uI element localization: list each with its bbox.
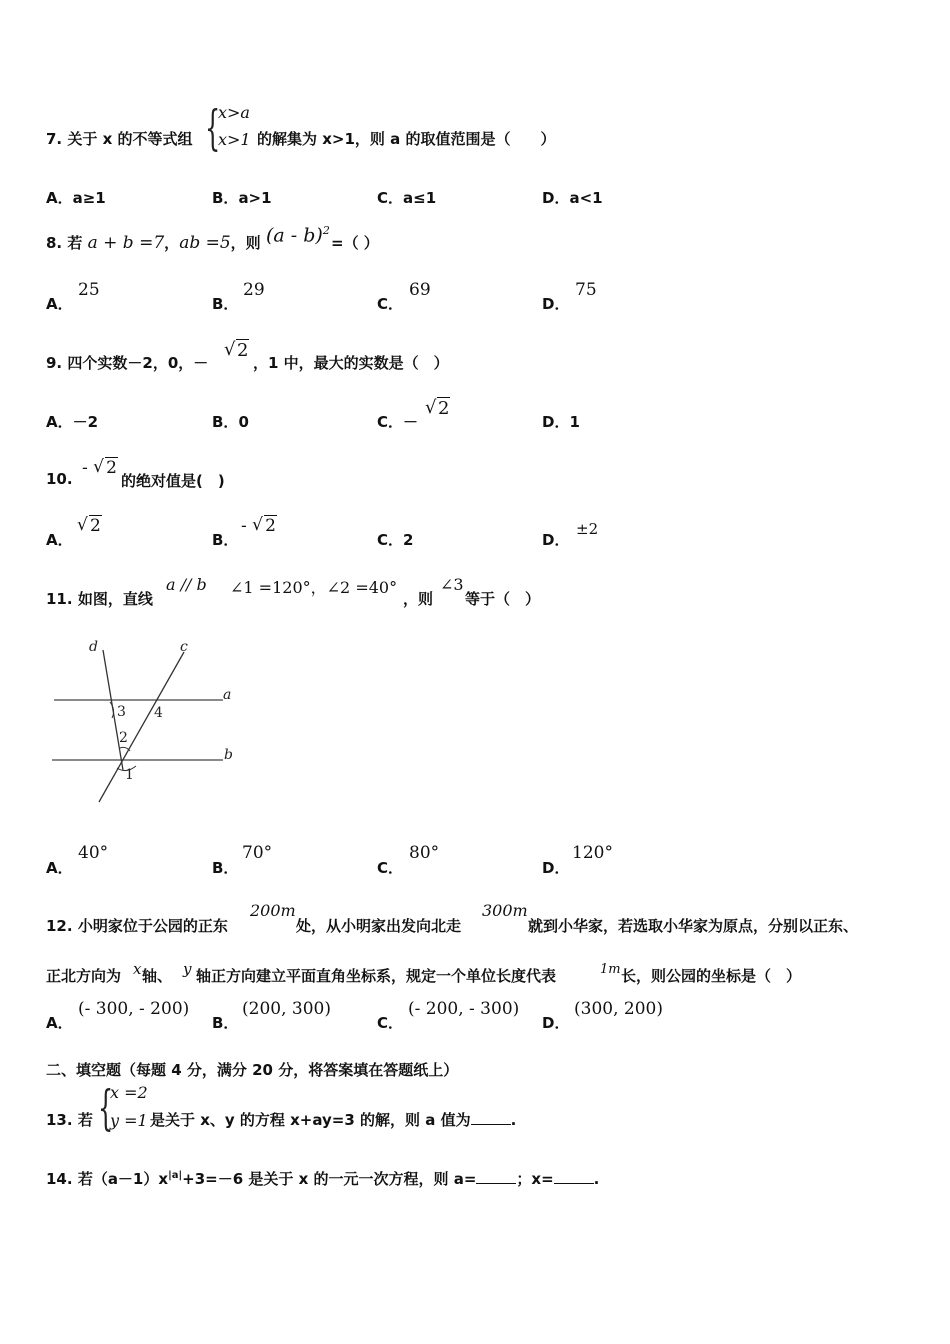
q7-stem — [46, 128, 193, 149]
q12-distance2: 300m — [482, 901, 528, 920]
q9-option-c-sqrt: √ 2 — [425, 398, 450, 419]
q11-figure — [40, 630, 250, 810]
q12-x-var: x — [133, 960, 142, 978]
q11-suffix: 等于（ ） — [465, 590, 541, 608]
q8-expression: (a - b)$^2$ — [266, 224, 330, 247]
q10-option-b[interactable]: B． — [212, 531, 239, 549]
q7-system-line2: x>1 — [218, 130, 251, 149]
q8-cond1: a + b =7 — [87, 233, 165, 253]
q8-cond2: ab =5 — [179, 233, 231, 253]
q12-line2-b: 轴、 — [142, 967, 173, 985]
q11-option-b[interactable]: B． — [212, 859, 239, 877]
q12-option-a-value: (- 300, - 200) — [78, 999, 190, 1019]
q11-option-b-value: 70° — [242, 843, 273, 863]
q10-option-b-value: - √ 2 — [241, 516, 277, 536]
q8-option-a-value: 25 — [78, 280, 100, 300]
q9-option-c[interactable]: C．－ — [377, 413, 419, 431]
q7-prefix: 关于 x 的不等式组 — [67, 130, 193, 148]
angle-arc-3 — [110, 702, 114, 718]
q7-option-a[interactable]: A．a≥1 — [46, 189, 106, 207]
label-3: 3 — [117, 704, 126, 720]
q13-stem: 13. 若 — [46, 1111, 93, 1129]
q8-option-b-value: 29 — [243, 280, 265, 300]
q9-stem: 9. 四个实数－2，0，－ — [46, 354, 209, 372]
q12-option-c[interactable]: C． — [377, 1014, 404, 1032]
q11-stem: 11. 如图，直线 — [46, 590, 153, 608]
q11-option-c[interactable]: C． — [377, 859, 404, 877]
label-d: d — [89, 639, 98, 655]
q11-option-d[interactable]: D． — [542, 859, 570, 877]
q8-option-a[interactable]: A． — [46, 295, 73, 313]
q11-option-a[interactable]: A． — [46, 859, 73, 877]
q14-stem: 14. 若$(a-1)x^{|a|}+3=-6$ 是关于 x 的一元一次方程，则 a= ；x= . — [46, 1170, 600, 1188]
q12-line1-c: 就到小华家，若选取小华家为原点，分别以正东、 — [528, 917, 859, 935]
q10-option-d[interactable]: D． — [542, 531, 570, 549]
q9-option-d[interactable]: D．1 — [542, 413, 580, 431]
label-c: c — [180, 639, 188, 655]
label-b: b — [224, 747, 233, 763]
line-c — [99, 652, 184, 802]
q9-option-a[interactable]: A．－2 — [46, 413, 99, 431]
q11-option-d-value: 120° — [572, 843, 613, 863]
q7-option-c[interactable]: C．a≤1 — [377, 189, 437, 207]
q10-option-d-value: ±2 — [576, 520, 599, 538]
q8-option-d[interactable]: D． — [542, 295, 570, 313]
q8-option-c-value: 69 — [409, 280, 431, 300]
label-2: 2 — [119, 730, 128, 746]
q8-stem: 8. 若 a + b =7，ab =5，则 — [46, 233, 261, 253]
q12-option-a[interactable]: A． — [46, 1014, 73, 1032]
label-4: 4 — [154, 705, 163, 721]
q10-option-c[interactable]: C．2 — [377, 531, 414, 549]
q11-option-c-value: 80° — [409, 843, 440, 863]
q8-option-b[interactable]: B． — [212, 295, 239, 313]
q12-line1-b: 处，从小明家出发向北走 — [296, 917, 462, 935]
q10-number: 10. — [46, 470, 73, 488]
q12-distance1: 200m — [250, 901, 296, 920]
q7-system-line1: x>a — [218, 103, 250, 122]
q12-option-d[interactable]: D． — [542, 1014, 570, 1032]
q12-line2-d: 长，则公园的坐标是（ ） — [621, 967, 802, 985]
q12-line2-c: 轴正方向建立平面直角坐标系，规定一个单位长度代表 — [196, 967, 557, 985]
q10-suffix: 的绝对值是( ) — [121, 472, 225, 490]
q10-expression: - √ 2 — [82, 458, 118, 478]
q10-option-a-value: √ 2 — [77, 516, 102, 536]
q13-system-line2: y =1 — [110, 1111, 148, 1130]
q11-option-a-value: 40° — [78, 843, 109, 863]
q9-sqrt: √ 2 — [224, 340, 249, 361]
q8-tail: =（ ） — [331, 234, 379, 252]
q14-answer-blank-x[interactable] — [554, 1169, 594, 1184]
q7-option-b[interactable]: B．a>1 — [212, 189, 272, 207]
q8-option-d-value: 75 — [575, 280, 597, 300]
q11-angles: ∠1 =120°，∠2 =40° — [230, 578, 398, 597]
q13-answer-blank[interactable] — [471, 1110, 511, 1125]
q7-brace: { — [205, 100, 221, 156]
q12-option-d-value: (300, 200) — [574, 999, 663, 1019]
q8-option-c[interactable]: C． — [377, 295, 404, 313]
q12-unit: 1m — [600, 962, 621, 977]
q12-option-b-value: (200, 300) — [242, 999, 331, 1019]
q9-suffix: ，1 中，最大的实数是（ ） — [253, 354, 449, 372]
q13-suffix: 是关于 x、y 的方程 x+ay=3 的解，则 a 值为 . — [150, 1111, 517, 1129]
q12-option-b[interactable]: B． — [212, 1014, 239, 1032]
q7-option-d[interactable]: D．a<1 — [542, 189, 603, 207]
q12-y-var: y — [183, 960, 192, 978]
label-1: 1 — [125, 767, 134, 783]
q7-number: 7. — [46, 130, 63, 148]
label-a: a — [223, 687, 232, 703]
q10-option-a[interactable]: A． — [46, 531, 73, 549]
q12-line2-a: 正北方向为 — [46, 967, 122, 985]
q11-mid: ，则 — [403, 590, 434, 608]
q13-brace: { — [98, 1080, 114, 1136]
q12-line1-a: 12. 小明家位于公园的正东 — [46, 917, 228, 935]
q7-suffix: 的解集为 x>1，则 a 的取值范围是（ ） — [257, 130, 556, 148]
q14-answer-blank-a[interactable] — [476, 1169, 516, 1184]
q11-angle3: ∠3 — [440, 575, 464, 594]
q11-parallel: a // b — [166, 575, 207, 594]
q9-option-b[interactable]: B．0 — [212, 413, 249, 431]
q12-option-c-value: (- 200, - 300) — [408, 999, 520, 1019]
section-fill-in-heading: 二、填空题（每题 4 分，满分 20 分，将答案填在答题纸上） — [46, 1061, 459, 1079]
q13-system-line1: x =2 — [110, 1083, 148, 1102]
